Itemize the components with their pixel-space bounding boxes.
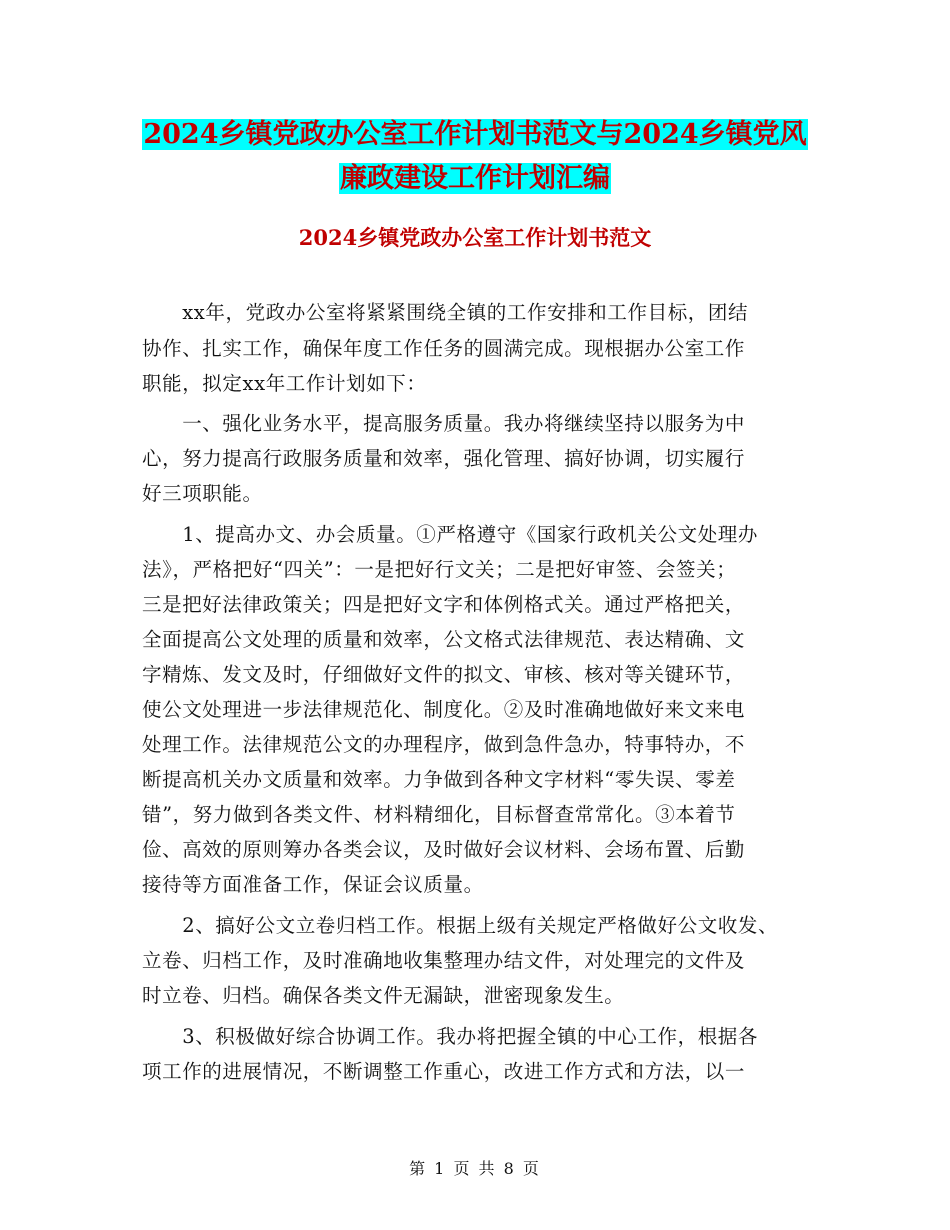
body-line: xx年，党政办公室将紧紧围绕全镇的工作安排和工作目标，团结 [142,301,749,324]
body-line: 字精炼、发文及时，仔细做好文件的拟文、审核、核对等关键环节， [142,663,746,686]
body-line: 项工作的进展情况，不断调整工作重心，改进工作方式和方法，以一 [142,1060,746,1083]
body-line: 法》，严格把好“四关”：一是把好行文关；二是把好审签、会签关； [142,558,737,581]
body-line: 错”，努力做到各类文件、材料精细化，目标督查常常化。③本着节 [142,803,736,826]
body-line: 时立卷、归档。确保各类文件无漏缺，泄密现象发生。 [142,984,625,1007]
title-line-2: 廉政建设工作计划汇编 [340,163,610,194]
body-line: 断提高机关办文质量和效率。力争做到各种文字材料“零失误、零差 [142,768,736,791]
body-line: 1、提高办文、办会质量。①严格遵守《国家行政机关公文处理办 [142,523,759,546]
page-footer: 第 1 页 共 8 页 [409,1159,541,1178]
body-line: 接待等方面准备工作，保证会议质量。 [142,873,484,896]
body-line: 俭、高效的原则筹办各类会议，及时做好会议材料、会场布置、后勤 [142,838,746,861]
title-line-1: 2024乡镇党政办公室工作计划书范文与2024乡镇党风 [143,119,807,150]
document-title [0,113,950,201]
body-line: 立卷、归档工作，及时准确地收集整理办结文件，对处理完的文件及 [142,949,746,972]
body-line: 3、积极做好综合协调工作。我办将把握全镇的中心工作，根据各 [142,1025,759,1048]
body-line: 2、搞好公文立卷归档工作。根据上级有关规定严格做好公文收发、 [142,914,779,937]
body-line: 心，努力提高行政服务质量和效率，强化管理、搞好协调，切实履行 [142,447,746,470]
body-line: 协作、扎实工作，确保年度工作任务的圆满完成。现根据办公室工作 [142,337,746,360]
body-line: 好三项职能。 [142,482,263,505]
body-line: 使公文处理进一步法律规范化、制度化。②及时准确地做好来文来电 [142,698,746,721]
body-line: 职能，拟定xx年工作计划如下： [142,372,427,395]
body-line: 一、强化业务水平，提高服务质量。我办将继续坚持以服务为中 [142,412,746,435]
section-title: 2024乡镇党政办公室工作计划书范文 [298,225,652,250]
body-line: 三是把好法律政策关；四是把好文字和体例格式关。通过严格把关， [142,593,746,616]
body-line: 处理工作。法律规范公文的办理程序，做到急件急办，特事特办，不 [142,733,746,756]
body-line: 全面提高公文处理的质量和效率，公文格式法律规范、表达精确、文 [142,628,746,651]
